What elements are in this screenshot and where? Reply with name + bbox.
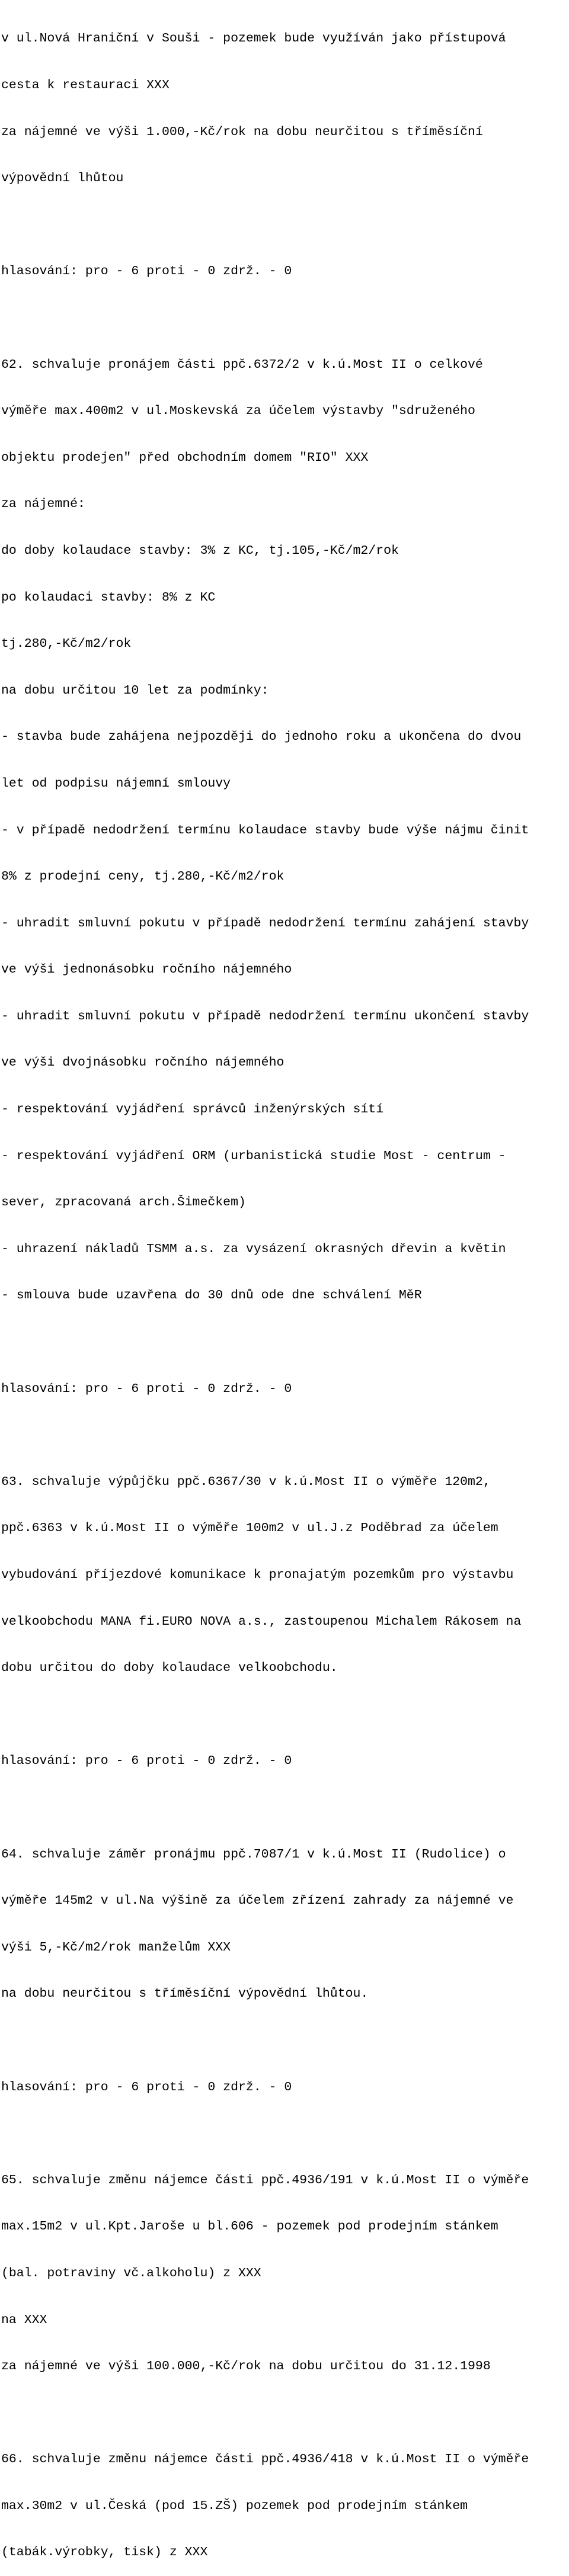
text-line: za nájemné ve výši 1.000,-Kč/rok na dobu neurčitou s tříměsíční xyxy=(1,124,483,139)
vote-line: hlasování: pro - 6 proti - 0 zdrž. - 0 xyxy=(1,1381,292,1396)
document-body xyxy=(1,0,568,2576)
blank-line xyxy=(1,2126,568,2141)
text-line: na dobu neurčitou s tříměsíční výpovědní lhůtou. xyxy=(1,1987,369,2001)
vote-line: hlasování: pro - 6 proti - 0 zdrž. - 0 xyxy=(1,1754,292,1769)
text-line: velkoobchodu MANA fi.EURO NOVA a.s., zastoupenou Michalem Rákosem na xyxy=(1,1614,522,1629)
condition-line: - respektování vyjádření ORM (urbanistická studie Most - centrum - xyxy=(1,1149,506,1163)
condition-line: - uhradit smluvní pokutu v případě nedodržení termínu ukončení stavby xyxy=(1,1009,529,1024)
text-line: na dobu určitou 10 let za podmínky: xyxy=(1,683,269,698)
text-line: po kolaudaci stavby: 8% z KC xyxy=(1,590,216,605)
condition-line: - smlouva bude uzavřena do 30 dnů ode dne schválení MěR xyxy=(1,1288,422,1303)
text-line: za nájemné ve výši 100.000,-Kč/rok na dobu určitou do 31.12.1998 xyxy=(1,2359,491,2374)
vote-line: hlasování: pro - 6 proti - 0 zdrž. - 0 xyxy=(1,2080,292,2094)
resolution-62-heading: 62. schvaluje pronájem části ppč.6372/2 v k.ú.Most II o celkové xyxy=(1,357,483,372)
text-line: výměře 145m2 v ul.Na výšině za účelem zřízení zahrady za nájemné ve xyxy=(1,1894,514,1908)
blank-line xyxy=(1,2405,568,2421)
text-line: max.15m2 v ul.Kpt.Jaroše u bl.606 - pozemek pod prodejním stánkem xyxy=(1,2219,498,2234)
text-line: vybudování příjezdové komunikace k pronajatým pozemkům pro výstavbu xyxy=(1,1568,514,1582)
resolution-63-heading: 63. schvaluje výpůjčku ppč.6367/30 v k.ú.Most II o výměře 120m2, xyxy=(1,1474,491,1489)
resolution-64-heading: 64. schvaluje záměr pronájmu ppč.7087/1 v k.ú.Most II (Rudolice) o xyxy=(1,1847,506,1862)
blank-line xyxy=(1,1800,568,1815)
condition-line: - uhrazení nákladů TSMM a.s. za vysázení okrasných dřevin a květin xyxy=(1,1242,506,1256)
text-line: cesta k restauraci XXX xyxy=(1,78,170,92)
text-line: (tabák.výrobky, tisk) z XXX xyxy=(1,2545,208,2560)
blank-line xyxy=(1,1707,568,1722)
text-line: objektu prodejen" před obchodním domem "RIO" XXX xyxy=(1,450,369,465)
condition-line: - uhradit smluvní pokutu v případě nedodržení termínu zahájení stavby xyxy=(1,916,529,931)
text-line: výpovědní lhůtou xyxy=(1,171,124,186)
text-line: 8% z prodejní ceny, tj.280,-Kč/m2/rok xyxy=(1,870,284,884)
condition-line: - stavba bude zahájena nejpozději do jednoho roku a ukončena do dvou xyxy=(1,730,522,745)
text-line: ve výši jednonásobku ročního nájemného xyxy=(1,963,292,977)
blank-line xyxy=(1,310,568,326)
text-line: v ul.Nová Hraniční v Souši - pozemek bude využíván jako přístupová xyxy=(1,31,506,46)
blank-line xyxy=(1,2033,568,2048)
resolution-65-heading: 65. schvaluje změnu nájemce části ppč.4936/191 v k.ú.Most II o výměře xyxy=(1,2173,529,2187)
text-line: za nájemné: xyxy=(1,497,85,512)
text-line: ve výši dvojnásobku ročního nájemného xyxy=(1,1056,284,1070)
text-line: ppč.6363 v k.ú.Most II o výměře 100m2 v ul.J.z Poděbrad za účelem xyxy=(1,1521,498,1536)
text-line: výměře max.400m2 v ul.Moskevská za účelem výstavby "sdruženého xyxy=(1,404,475,419)
text-line: dobu určitou do doby kolaudace velkoobchodu. xyxy=(1,1661,338,1676)
blank-line xyxy=(1,1334,568,1350)
text-line: na XXX xyxy=(1,2312,47,2327)
text-line: tj.280,-Kč/m2/rok xyxy=(1,637,132,652)
blank-line xyxy=(1,1427,568,1443)
text-line: sever, zpracovaná arch.Šimečkem) xyxy=(1,1195,246,1210)
text-line: let od podpisu nájemní smlouvy xyxy=(1,776,231,791)
resolution-66-heading: 66. schvaluje změnu nájemce části ppč.4936/418 v k.ú.Most II o výměře xyxy=(1,2452,529,2467)
text-line: (bal. potraviny vč.alkoholu) z XXX xyxy=(1,2266,261,2280)
text-line: výši 5,-Kč/m2/rok manželům XXX xyxy=(1,1940,231,1955)
text-line: do doby kolaudace stavby: 3% z KC, tj.105,-Kč/m2/rok xyxy=(1,543,399,558)
vote-line: hlasování: pro - 6 proti - 0 zdrž. - 0 xyxy=(1,264,292,279)
condition-line: - respektování vyjádření správců inženýrských sítí xyxy=(1,1102,384,1117)
condition-line: - v případě nedodržení termínu kolaudace stavby bude výše nájmu činit xyxy=(1,823,529,838)
text-line: max.30m2 v ul.Česká (pod 15.ZŠ) pozemek pod prodejním stánkem xyxy=(1,2498,468,2513)
blank-line xyxy=(1,217,568,233)
